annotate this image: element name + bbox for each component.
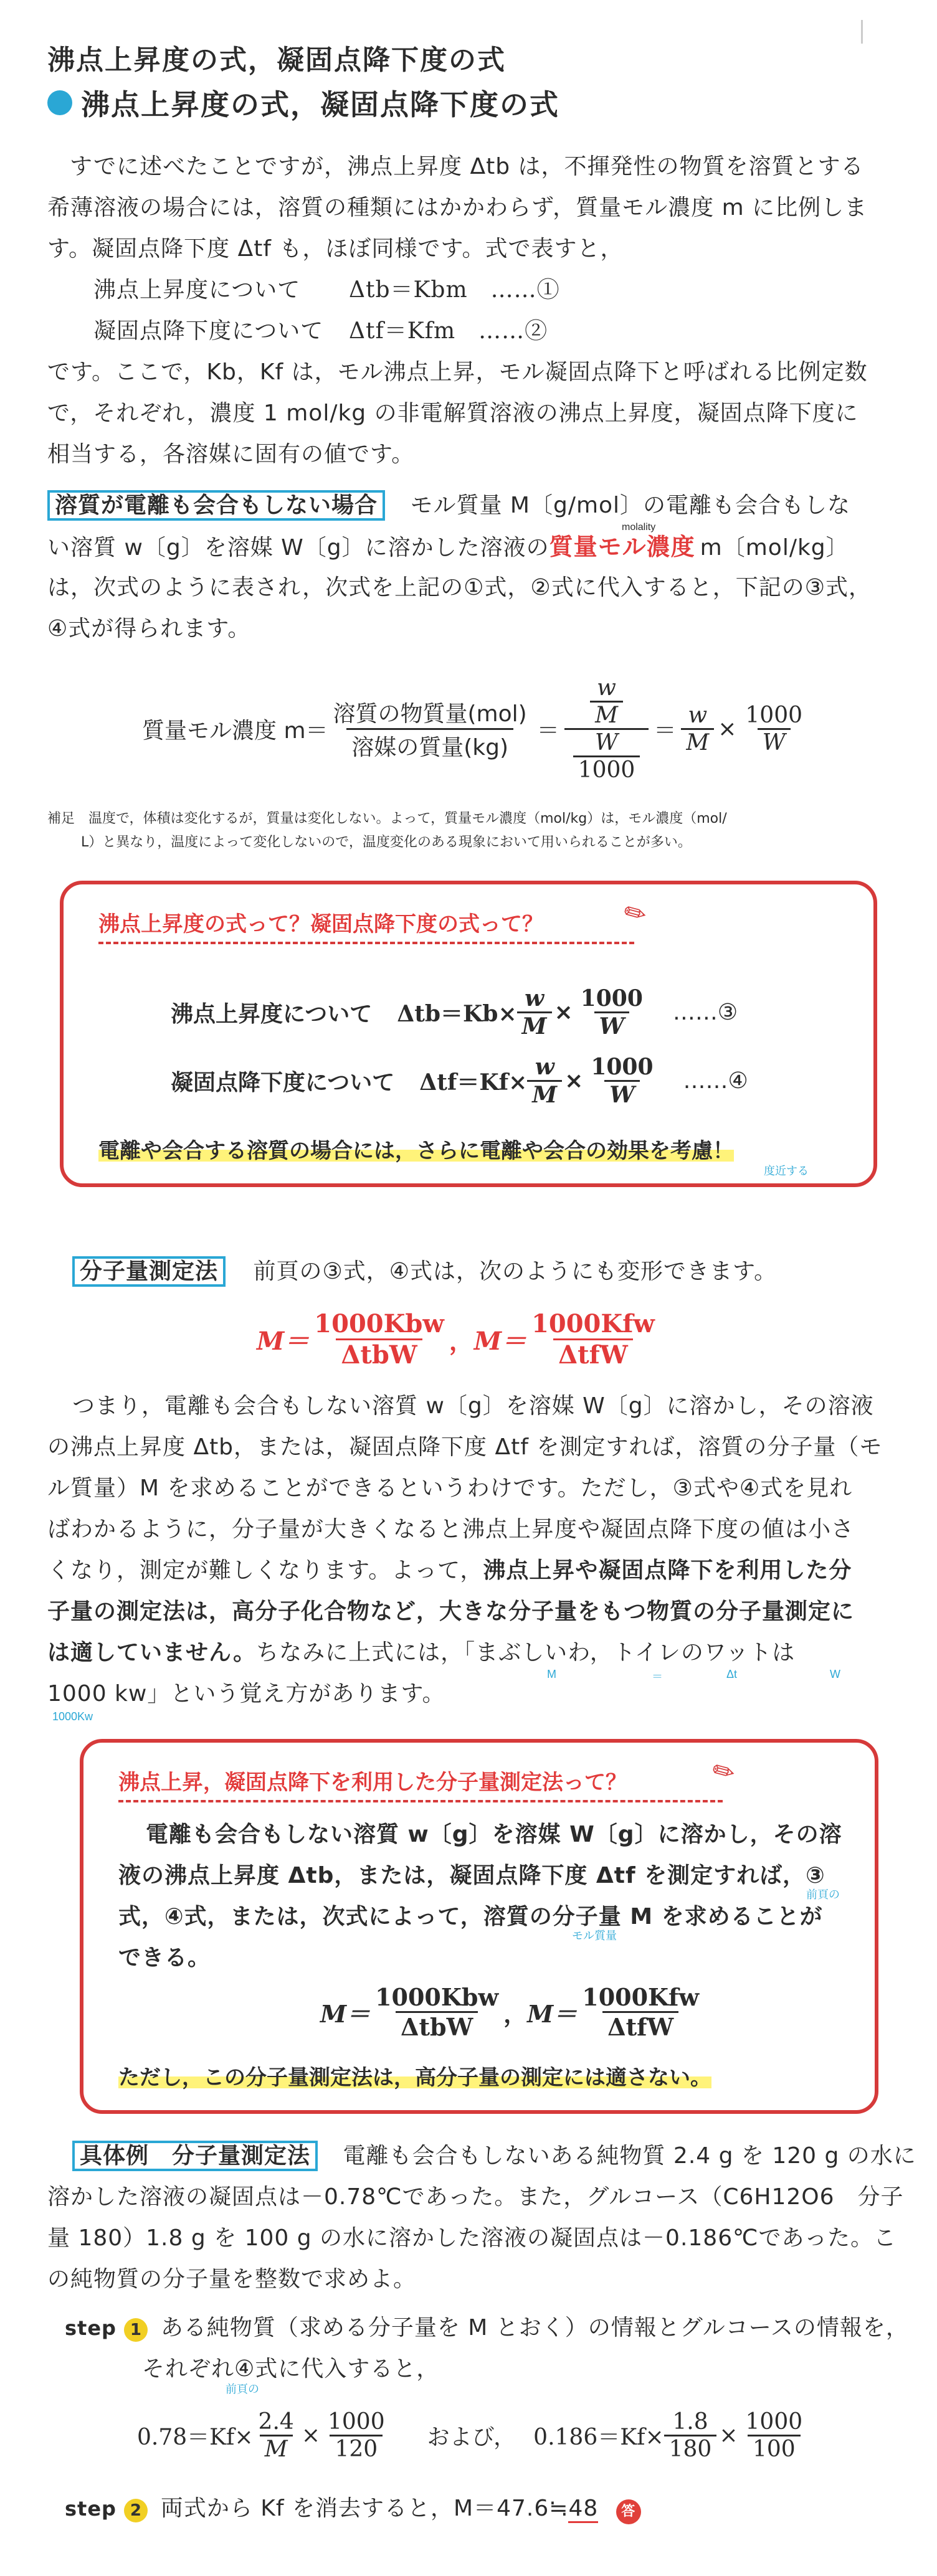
eqB-lhs: 0.186＝Kf× xyxy=(533,2424,664,2450)
eqB-n1: 1.8 xyxy=(672,2408,708,2435)
mw-para-1: つまり，電離も会合もしない溶質 w〔g〕を溶媒 W〔g〕に溶かし，その溶液 xyxy=(72,1393,874,1419)
mw-line-1-text: 前頁の③式，④式は，次のようにも変形できます。 xyxy=(253,1259,778,1284)
box2-f2-frac xyxy=(577,1983,704,2041)
equals-2: ＝ xyxy=(654,717,677,744)
eqA-n2: 1000 xyxy=(327,2408,385,2435)
row2-lhs: Δtf＝Kf× xyxy=(419,1069,528,1096)
box2-formulas xyxy=(320,1974,704,2049)
molality-ruby: molality xyxy=(622,522,656,533)
row2-label: 凝固点降下度について xyxy=(171,1069,395,1096)
row1-times: × xyxy=(554,999,573,1025)
intro-line-1: すでに述べたことですが，沸点上昇度 Δtb は，不揮発性の物質を溶質とする xyxy=(70,154,864,179)
summary-box-1 xyxy=(60,881,877,1187)
eqA-frac-2 xyxy=(323,2409,390,2462)
step-2 xyxy=(65,2489,641,2529)
step-1 xyxy=(65,2308,909,2348)
row2-end: ……④ xyxy=(683,1068,748,1094)
mw-formulas xyxy=(257,1300,660,1378)
row2-M: M xyxy=(527,1080,562,1108)
box2-line-4: できる。 xyxy=(118,1945,211,1971)
mw-f2-lhs: M＝ xyxy=(473,1326,527,1356)
case-line-3: は，次式のように表され，次式を上記の①式，②式に代入すると，下記の③式， xyxy=(47,575,872,600)
row1-label: 沸点上昇度について xyxy=(171,1001,373,1027)
row1-1000: 1000 xyxy=(580,985,643,1011)
note xyxy=(47,807,727,855)
box2-f1-lhs: M＝ xyxy=(320,1999,371,2028)
mw-para-5 xyxy=(47,1551,852,1591)
box2-f2-num: 1000Kfw xyxy=(582,1982,700,2011)
box2-f1-num: 1000Kbw xyxy=(375,1982,499,2011)
ruby-dt: Δt xyxy=(726,1668,738,1680)
ruby-eq: ＝ xyxy=(652,1670,663,1683)
row1-frac-wM xyxy=(517,985,552,1039)
intro-line-5: で，それぞれ，濃度 1 mol/kg の非電解質溶液の沸点上昇度，凝固点降下度に xyxy=(47,400,859,426)
eqB-frac-1 xyxy=(664,2409,717,2462)
box2-comma: ， xyxy=(503,2000,528,2028)
case-line-1 xyxy=(47,486,850,526)
eqB-times: × xyxy=(719,2422,738,2448)
eq1: Δtb＝Kbm ……① xyxy=(349,277,560,303)
frac-1-den: 溶媒の質量(kg) xyxy=(346,728,513,762)
page-marker xyxy=(861,20,863,44)
mw-f2-den: ΔtfW xyxy=(553,1338,633,1370)
case-line-1-text: モル質量 M〔g/mol〕の電離も会合もしな xyxy=(410,493,851,518)
and-text: および， xyxy=(427,2424,516,2450)
summary-box-2 xyxy=(80,1739,878,2114)
intro-line-4: です。ここで，Kb，Kf は，モル沸点上昇，モル凝固点降下と呼ばれる比例定数 xyxy=(47,359,868,385)
mw-para-3: ル質量）M を求めることができるというわけです。ただし，③式や④式を見れ xyxy=(47,1475,853,1501)
nested-M: M xyxy=(590,701,623,728)
eq1-label: 沸点上昇度について xyxy=(93,277,301,303)
subsection-title xyxy=(47,82,559,123)
eqB-n2: 1000 xyxy=(745,2408,803,2435)
mw-f2-num: 1000Kfw xyxy=(531,1309,655,1338)
nested-den xyxy=(564,728,649,783)
mw-f1-lhs: M＝ xyxy=(257,1326,310,1356)
box1-footer-text: 電離や会合する溶質の場合には，さらに電離や会合の効果を考慮！ xyxy=(98,1139,734,1163)
frac-1000: 1000 xyxy=(745,702,803,728)
eqA-frac-1 xyxy=(254,2409,299,2462)
row1-W: W xyxy=(594,1011,629,1039)
ruby-W: W xyxy=(830,1668,840,1680)
nested-W: W xyxy=(595,729,619,755)
ruby-1000kw: 1000Kw xyxy=(52,1710,93,1723)
intro-line-2: 希薄溶液の場合には，溶質の種類にはかかわらず，質量モル濃度 m に比例しま xyxy=(47,195,868,220)
mw-para-8: 1000 kw」という覚え方があります。 xyxy=(47,1681,445,1707)
nested-1000: 1000 xyxy=(573,755,640,783)
pencil-icon: ✎ xyxy=(618,894,653,932)
row1-M: M xyxy=(517,1011,552,1039)
mw-para-5a: くなり，測定が難しくなります。よって， xyxy=(47,1558,483,1583)
mw-f1-num: 1000Kbw xyxy=(314,1309,444,1338)
box2-f2-lhs: M＝ xyxy=(527,1999,578,2028)
row2-times: × xyxy=(564,1068,584,1094)
step-1-equations xyxy=(137,2392,807,2479)
mw-para-7 xyxy=(47,1633,795,1673)
step-2-word: step xyxy=(65,2497,117,2521)
eq2-label: 凝固点降下度について xyxy=(93,318,324,344)
step-2-text: 両式から Kf を消去すると，M＝47.6≒ xyxy=(160,2496,569,2521)
pencil-icon: ✎ xyxy=(706,1753,741,1791)
row2-W: W xyxy=(604,1080,639,1108)
frac-1000-W xyxy=(740,703,807,755)
box2-dash xyxy=(118,1800,723,1802)
nested-w: w xyxy=(597,675,616,701)
box2-line-1: 電離も会合もしない溶質 w〔g〕を溶媒 W〔g〕に溶かし，その溶 xyxy=(146,1822,842,1847)
frac-W: W xyxy=(758,728,791,755)
mw-para-4: ばわかるように，分子量が大きくなると沸点上昇度や凝固点降下度の値は小さ xyxy=(47,1517,855,1542)
box1-title: 沸点上昇度の式って？凝固点降下度の式って？ xyxy=(98,912,543,937)
molality-term: 質量モル濃度 xyxy=(549,533,695,561)
step-1-line-2: それぞれ④式に代入すると， xyxy=(142,2356,440,2382)
row2-1000: 1000 xyxy=(591,1053,654,1080)
row1-lhs: Δtb＝Kb× xyxy=(397,1000,517,1027)
frac-w: w xyxy=(688,702,708,728)
note-line-1: 補足 温度で，体積は変化するが，質量は変化しない。よって，質量モル濃度（mol/kg）は，モル濃度（mol/ xyxy=(47,811,727,826)
intro-line-3: す。凝固点降下度 Δtf も，ほぼ同様です。式で表すと， xyxy=(47,236,624,262)
eqB-d1: 180 xyxy=(664,2435,717,2462)
mw-f2-frac xyxy=(526,1309,660,1370)
mw-para-2: の沸点上昇度 Δtb，または，凝固点降下度 Δtf を測定すれば，溶質の分子量（モ xyxy=(47,1434,883,1460)
row2-frac-1000W xyxy=(586,1054,658,1108)
case-line-2a: い溶質 w〔g〕を溶媒 W〔g〕に溶かした溶液の xyxy=(47,535,549,561)
mw-para-6: 子量の測定法は，高分子化合物など，大きな分子量をもつ物質の分子量測定に xyxy=(47,1599,855,1624)
formula-lhs: 質量モル濃度 m＝ xyxy=(142,717,328,744)
mw-f1-den: ΔtbW xyxy=(336,1338,422,1370)
mw-comma: ， xyxy=(449,1327,474,1356)
box2-ruby-prev: 前頁の xyxy=(806,1888,840,1901)
eqB-d2: 100 xyxy=(748,2435,801,2462)
example-tag: 具体例 分子量測定法 xyxy=(72,2141,318,2171)
eqA-d1: M xyxy=(260,2435,293,2462)
eqA-n1: 2.4 xyxy=(258,2408,294,2435)
step-1-ruby: 前頁の xyxy=(226,2383,259,2395)
molality-formula xyxy=(142,660,807,797)
box1-footer xyxy=(98,1134,734,1164)
row1-frac-1000W xyxy=(576,985,648,1039)
box1-row-2 xyxy=(171,1040,748,1121)
eqA-d2: 120 xyxy=(330,2435,383,2462)
box2-ruby-mass: モル質量 xyxy=(572,1930,617,1942)
box1-footer-ruby: 度近する xyxy=(764,1165,809,1177)
eqA-times: × xyxy=(301,2422,320,2448)
box2-footer-text: ただし，この分子量測定法は，高分子量の測定には適さない。 xyxy=(118,2065,711,2090)
case-line-2 xyxy=(47,527,849,568)
mw-line-1 xyxy=(72,1252,777,1292)
mw-para-7a: は適していません。 xyxy=(47,1640,257,1665)
formula-frac-nested xyxy=(564,675,649,783)
example-line-4: の純物質の分子量を整数で求めよ。 xyxy=(47,2266,417,2292)
frac-w-M xyxy=(681,703,714,755)
step-2-answer: 48 xyxy=(568,2496,598,2523)
equals-1: ＝ xyxy=(536,717,559,744)
box2-line-2: 液の沸点上昇度 Δtb，または，凝固点降下度 Δtf を測定すれば，③ xyxy=(118,1863,825,1888)
mw-f1-frac xyxy=(309,1309,449,1370)
example-line-1 xyxy=(72,2136,916,2176)
bullet-icon xyxy=(47,90,72,115)
note-line-2: L）と異なり，温度によって変化しないので，温度変化のある現象において用いられることが多い。 xyxy=(81,835,692,850)
case-tag: 溶質が電離も会合もしない場合 xyxy=(47,490,385,521)
row1-w: w xyxy=(525,985,545,1011)
row2-w: w xyxy=(535,1053,554,1080)
box2-footer xyxy=(118,2060,711,2091)
row1-end: ……③ xyxy=(672,999,738,1025)
step-2-number: 2 xyxy=(124,2499,148,2522)
nested-num xyxy=(581,675,632,728)
mw-tag: 分子量測定法 xyxy=(72,1256,226,1287)
eq2: Δtf＝Kfm ……② xyxy=(349,318,548,344)
example-line-3: 量 180）1.8 g を 100 g の水に溶かした溶液の凝固点は－0.186℃であった。こ xyxy=(47,2225,897,2251)
example-line-2: 溶かした溶液の凝固点は－0.78℃であった。また，グルコース（C6H12O6 分子 xyxy=(47,2184,904,2210)
box2-f2-den: ΔtfW xyxy=(602,2011,678,2041)
step-1-line-1: ある純物質（求める分子量を M とおく）の情報とグルコースの情報を， xyxy=(160,2315,909,2341)
intro-line-6: 相当する，各溶媒に固有の値です。 xyxy=(47,442,415,467)
frac-M: M xyxy=(681,728,714,755)
example-line-1-text: 電離も会合もしないある純物質 2.4 g を 120 g の水に xyxy=(343,2143,916,2169)
eqA-lhs: 0.78＝Kf× xyxy=(137,2424,254,2450)
row2-frac-wM xyxy=(527,1054,562,1108)
box1-dash xyxy=(98,942,634,944)
times-1: × xyxy=(718,716,737,742)
eqB-frac-2 xyxy=(741,2409,808,2462)
frac-1-num: 溶質の物質量(mol) xyxy=(333,701,527,727)
box2-line-3: 式，④式，または，次式によって，溶質の分子量 M を求めることが xyxy=(118,1904,823,1930)
section-title: 沸点上昇度の式，凝固点降下度の式 xyxy=(47,44,506,76)
step-1-number: 1 xyxy=(124,2318,148,2342)
box2-f1-den: ΔtbW xyxy=(396,2011,478,2041)
ruby-M: M xyxy=(547,1668,556,1680)
case-line-2c: m〔mol/kg〕 xyxy=(700,535,849,561)
formula-frac-1 xyxy=(328,696,532,762)
subsection-title-text: 沸点上昇度の式，凝固点降下度の式 xyxy=(81,88,559,121)
mw-para-5b: 沸点上昇や凝固点降下を利用した分 xyxy=(483,1558,852,1583)
case-line-4: ④式が得られます。 xyxy=(47,616,251,642)
box2-f1-frac xyxy=(370,1983,503,2041)
answer-badge: 答 xyxy=(616,2499,641,2524)
box2-title: 沸点上昇，凝固点降下を利用した分子量測定法って？ xyxy=(118,1770,627,1795)
mw-para-7b: ちなみに上式には，「まぶしいわ，トイレのワットは xyxy=(256,1640,796,1665)
step-1-word: step xyxy=(65,2316,117,2340)
